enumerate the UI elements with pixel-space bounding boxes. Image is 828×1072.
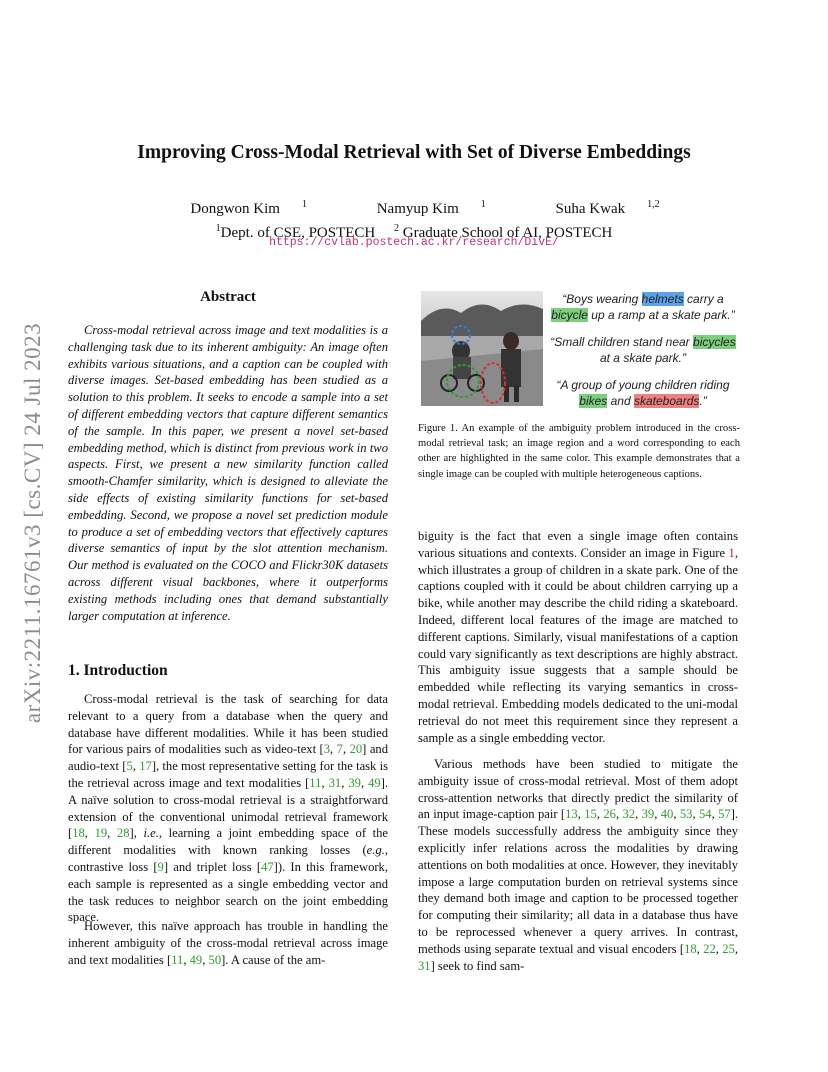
skate-park-photo	[421, 291, 543, 406]
italic-term: e.g.	[366, 843, 385, 858]
highlighted-word: bicycle	[551, 308, 588, 322]
citation-link[interactable]: 47	[261, 859, 274, 874]
citation-link[interactable]: 22	[703, 941, 716, 956]
right-paragraph-2: Various methods have been studied to mitigate the ambiguity issue of cross-modal retrieval. Most of them adopt cross-attention networks that directly predict the similarity of an input image-caption pair [13, 15, 26, 32, 39, 40, 53, 54, 57]. These models successfully address the ambiguity since they explicitly infer relations across the modalities by drawing attentions on both modalities at once. However, they inevitably impose a large computation burden on retrieval systems since they demand both image and caption to be processed together for computing their similarity; all data in a database thus have to be reprocessed whenever a query arrives. In contrast, methods using separate textual and visual encoders [18, 22, 25, 31] seek to find sam-	[418, 757, 739, 973]
author: Dongwon Kim $^1$	[190, 199, 307, 217]
right-paragraph-1: biguity is the fact that even a single image often contains various situations and contexts. Consider an image in Figure 1, which illustrates a group of children in a skate park. One of the captions coupled with it could be about children carrying up a bike, while another may describe the child riding a skateboard. Indeed, different local features of the image are matched to different captions. Similarly, visual manifestations of a caption could vary significantly as text descriptions are highly abstract. This ambiguity issue suggests that a sample should be embedded while reflecting its varying semantics in cross-modal retrieval. Embedding models dedicated to the uni-modal retrieval do not meet this requirement since they represent a sample as a single embedding vector.	[418, 529, 738, 745]
intro-paragraph-2: However, this naïve approach has trouble in handling the inherent ambiguity of the cross-modal retrieval across image and text modalities [11, 49, 50]. A cause of the am-	[68, 919, 388, 967]
intro-paragraph-1: Cross-modal retrieval is the task of searching for data relevant to a query from a database when the query and database have different modalities. While it has been studied for various pairs of modalities such as video-text [3, 7, 20] and audio-text [5, 17], the most representative setting for the task is the retrieval across image and text modalities [11, 31, 39, 49]. A naïve solution to cross-modal retrieval is a straightforward extension of the conventional unimodal retrieval framework [18, 19, 28], i.e., learning a joint embedding space of the different modalities with known ranking losses (e.g., contrastive loss [9] and triplet loss [47]). In this framework, each sample is represented as a single embedding vector and the task reduces to neighbor search on the joint embedding space.	[68, 692, 389, 925]
figure-caption-text: An example of the ambiguity problem introduced in the cross-modal retrieval task; an image region and a word corresponding to each other are highlighted in the same color. This example demonstrates that a single image can be coupled with multiple heterogeneous captions.	[418, 423, 740, 480]
citation-link[interactable]: 39	[348, 775, 361, 790]
example-caption: “Small children stand near bicycles at a skate park.”	[550, 335, 736, 365]
citation-link[interactable]: 49	[189, 952, 203, 967]
citation-link[interactable]: 17	[139, 759, 152, 774]
abstract-text: Cross-modal retrieval across image and text modalities is a challenging task due to its inherent ambiguity: An image often exhibits various situations, and a caption can be coupled with diverse images. Set-based embedding has been studied as a solution to this problem. It seeks to encode a sample into a set of different embedding vectors that capture different semantics of the sample. In this paper, we present a novel set-based embedding method, which is distinct from previous work in two aspects. First, we present a new similarity function called smooth-Chamfer similarity, which is designed to alleviate the side effects of existing similarity functions for set-based embedding. Second, we propose a novel set prediction module to produce a set of embedding vectors that effectively captures diverse semantics of input by the slot attention mechanism. Our method is evaluated on the COCO and Flickr30K datasets across different visual backbones, where it outperforms existing methods including ones that demand substantially larger computation at inference.	[68, 323, 388, 623]
citation-link[interactable]: 57	[718, 807, 731, 822]
paper-title: Improving Cross-Modal Retrieval with Set of Diverse Embeddings	[137, 142, 691, 163]
citation-link[interactable]: 20	[349, 742, 363, 757]
citation-link[interactable]: 53	[679, 807, 693, 822]
citation-link[interactable]: 7	[336, 742, 343, 757]
author: Suha Kwak $^{1,2}$	[555, 199, 660, 217]
citation-link[interactable]: 28	[116, 826, 130, 841]
citation-link[interactable]: 19	[94, 826, 108, 841]
example-caption: “Boys wearing helmets carry a bicycle up a ramp at a skate park.”	[551, 292, 735, 322]
citation-link[interactable]: 50	[208, 952, 222, 967]
citation-link[interactable]: 15	[584, 807, 597, 822]
citation-link[interactable]: 39	[641, 807, 655, 822]
author: Namyup Kim $^1$	[376, 199, 486, 217]
citation-link[interactable]: 11	[309, 775, 322, 790]
citation-link[interactable]: 3	[323, 742, 331, 757]
highlighted-word: skateboards	[634, 394, 700, 408]
figure-1-example-captions	[546, 291, 740, 420]
citation-link[interactable]: 11	[171, 952, 184, 967]
citation-link[interactable]: 49	[368, 775, 381, 790]
citation-link[interactable]: 18	[684, 941, 697, 956]
highlighted-word: helmets	[641, 292, 684, 306]
example-caption: “A group of young children riding bikes and skateboards.”	[556, 378, 730, 408]
citation-link[interactable]: 5	[126, 759, 133, 774]
author-names	[0, 195, 828, 219]
citation-link[interactable]: 32	[622, 807, 636, 822]
citation-link[interactable]: 9	[157, 859, 164, 874]
figure-1-caption	[418, 421, 740, 482]
affiliations: $^1$Dept. of CSE, POSTECH $^2$ Graduate School of AI, POSTECH	[215, 223, 613, 241]
citation-link[interactable]: 13	[565, 807, 578, 822]
citation-link[interactable]: 25	[722, 941, 735, 956]
figure-1-image	[421, 291, 543, 406]
highlighted-word: bikes	[579, 394, 608, 408]
citation-link[interactable]: 54	[698, 807, 712, 822]
citation-link[interactable]: 31	[418, 958, 431, 973]
highlighted-word: bicycles	[693, 335, 736, 349]
arxiv-stamp: arXiv:2211.16761v3 [cs.CV] 24 Jul 2023	[20, 322, 45, 724]
citation-link[interactable]: 31	[328, 775, 342, 790]
italic-term: i.e.	[143, 826, 159, 841]
citation-link[interactable]: 40	[660, 807, 674, 822]
figure-ref-link[interactable]: 1	[728, 545, 735, 560]
figure-label: Figure 1.	[418, 423, 458, 434]
section-heading-introduction: 1. Introduction	[68, 662, 168, 679]
project-url-link[interactable]: https://cvlab.postech.ac.kr/research/DivE/	[269, 236, 559, 249]
citation-link[interactable]: 18	[72, 826, 85, 841]
abstract-heading: Abstract	[200, 289, 256, 305]
citation-link[interactable]: 26	[603, 807, 616, 822]
